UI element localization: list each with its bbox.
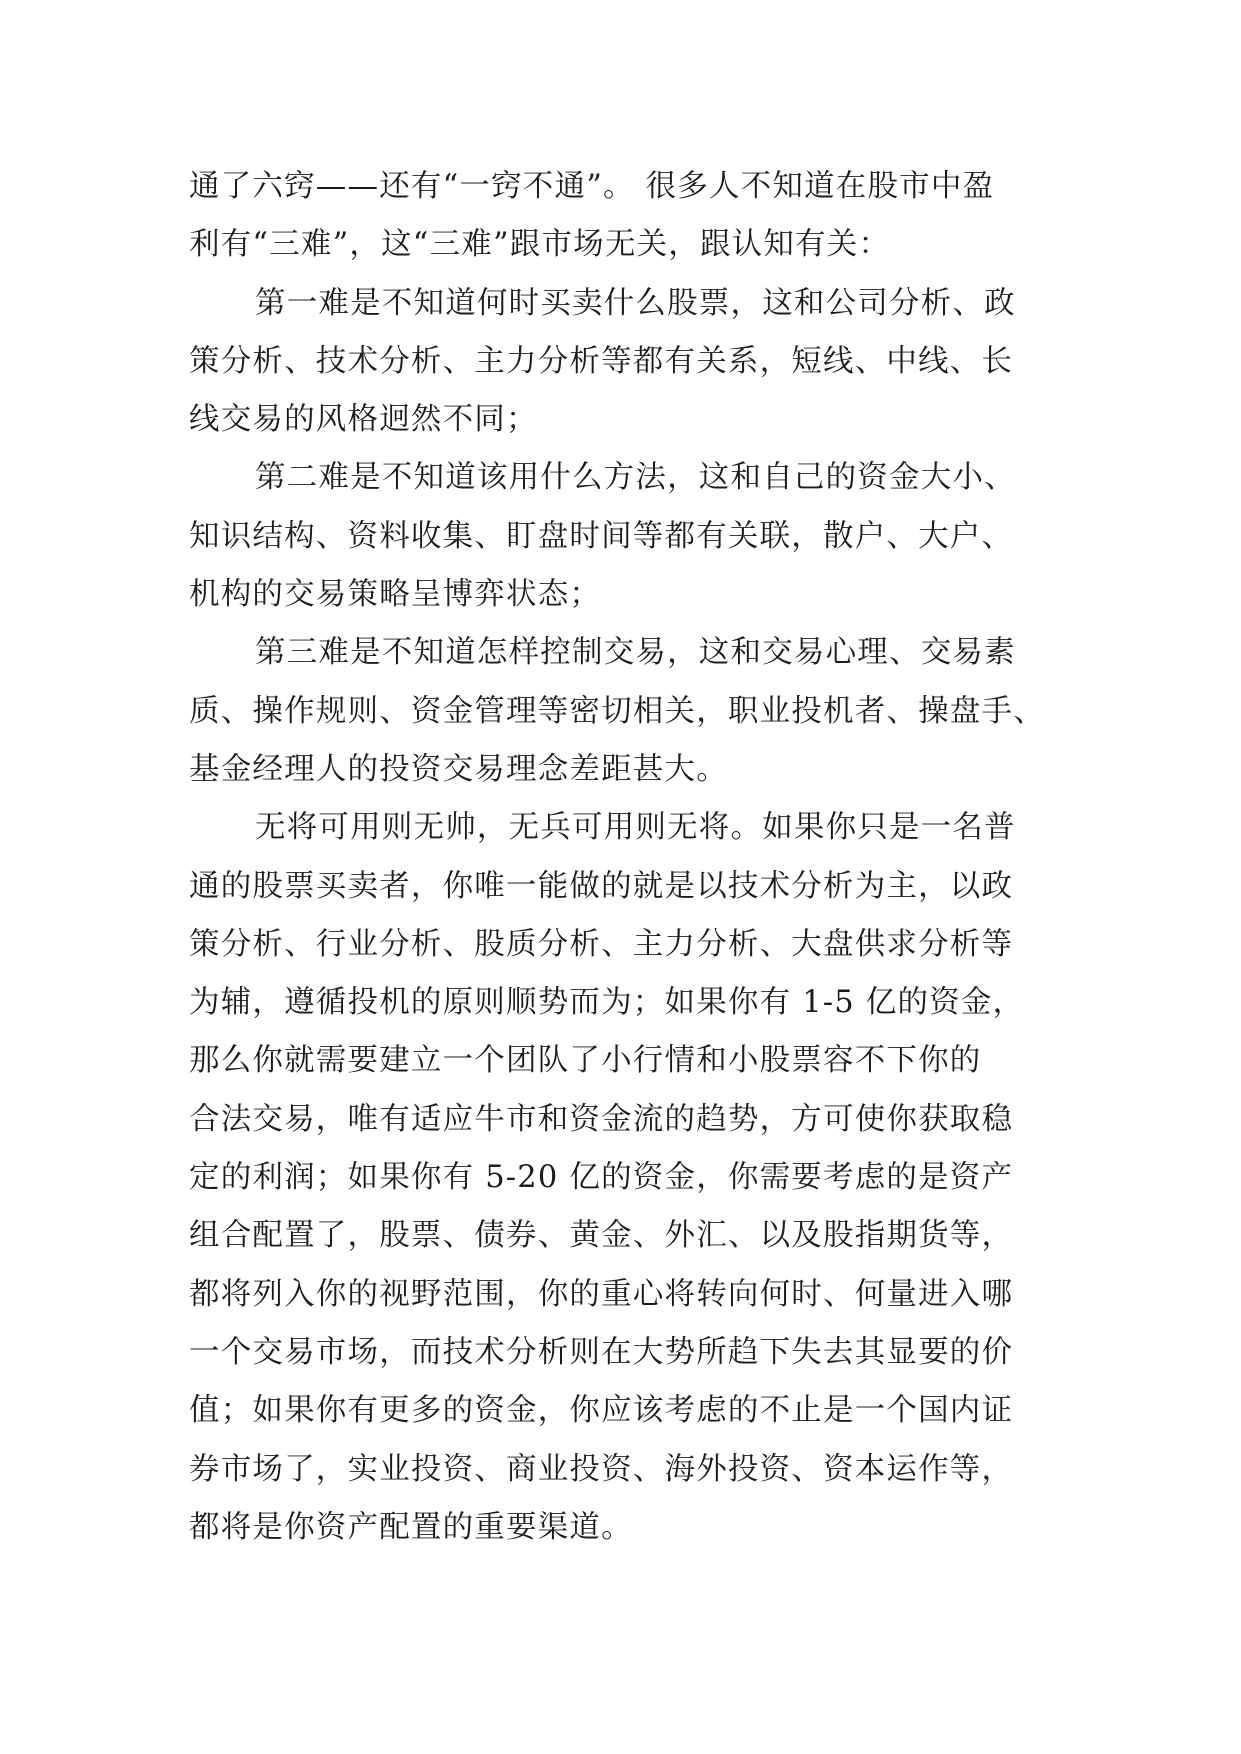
text-line: 质、操作规则、资金管理等密切相关，职业投机者、操盘手、: [189, 693, 1045, 729]
text-line: 知识结构、资料收集、盯盘时间等都有关联，散户、大户、: [189, 518, 1014, 554]
text-line: 第二难是不知道该用什么方法，这和自己的资金大小、: [255, 460, 1016, 496]
text-line: 线交易的风格迥然不同；: [189, 402, 538, 438]
text-line: 第三难是不知道怎样控制交易，这和交易心理、交易素: [255, 635, 1016, 671]
text-line: 基金经理人的投资交易理念差距甚大。: [189, 751, 728, 787]
paragraph-second-difficulty: [189, 449, 1059, 624]
text-line: 都将列入你的视野范围，你的重心将转向何时、何量进入哪: [189, 1276, 1014, 1312]
text-line: 都将是你资产配置的重要渠道。: [189, 1509, 633, 1545]
paragraph-first-difficulty: [189, 275, 1059, 450]
body-text: [189, 158, 1059, 1557]
text-line: 券市场了，实业投资、商业投资、海外投资、资本运作等，: [189, 1451, 1014, 1487]
text-line: 那么你就需要建立一个团队了小行情和小股票容不下你的: [189, 1043, 982, 1079]
text-line: 值；如果你有更多的资金，你应该考虑的不止是一个国内证: [189, 1393, 1014, 1429]
text-line: 机构的交易策略呈博弈状态；: [189, 577, 602, 613]
text-line: 定的利润；如果你有 5-20 亿的资金，你需要考虑的是资产: [189, 1160, 1014, 1196]
text-line: 策分析、技术分析、主力分析等都有关系，短线、中线、长: [189, 343, 1014, 379]
text-line: 第一难是不知道何时买卖什么股票，这和公司分析、政: [255, 285, 1016, 321]
text-line: 利有“三难”，这“三难”跟市场无关，跟认知有关：: [189, 227, 891, 263]
text-line: 通的股票买卖者，你唯一能做的就是以技术分析为主，以政: [189, 868, 1014, 904]
text-line: 通了六窍——还有“一窍不通”。 很多人不知道在股市中盈: [189, 169, 995, 204]
paragraph-intro: [189, 158, 1059, 275]
text-line: 组合配置了，股票、债券、黄金、外汇、以及股指期货等，: [189, 1218, 1014, 1254]
text-line: 策分析、行业分析、股质分析、主力分析、大盘供求分析等: [189, 926, 1014, 962]
text-line: 为辅，遵循投机的原则顺势而为；如果你有 1-5 亿的资金，: [189, 985, 1025, 1021]
text-line: 合法交易，唯有适应牛市和资金流的趋势，方可使你获取稳: [189, 1101, 1014, 1137]
text-line: 一个交易市场，而技术分析则在大势所趋下失去其显要的价: [189, 1334, 1014, 1370]
text-line: 无将可用则无帅，无兵可用则无将。如果你只是一名普: [255, 810, 1016, 846]
paragraph-capital-strategy: [189, 799, 1059, 1557]
paragraph-third-difficulty: [189, 624, 1059, 799]
